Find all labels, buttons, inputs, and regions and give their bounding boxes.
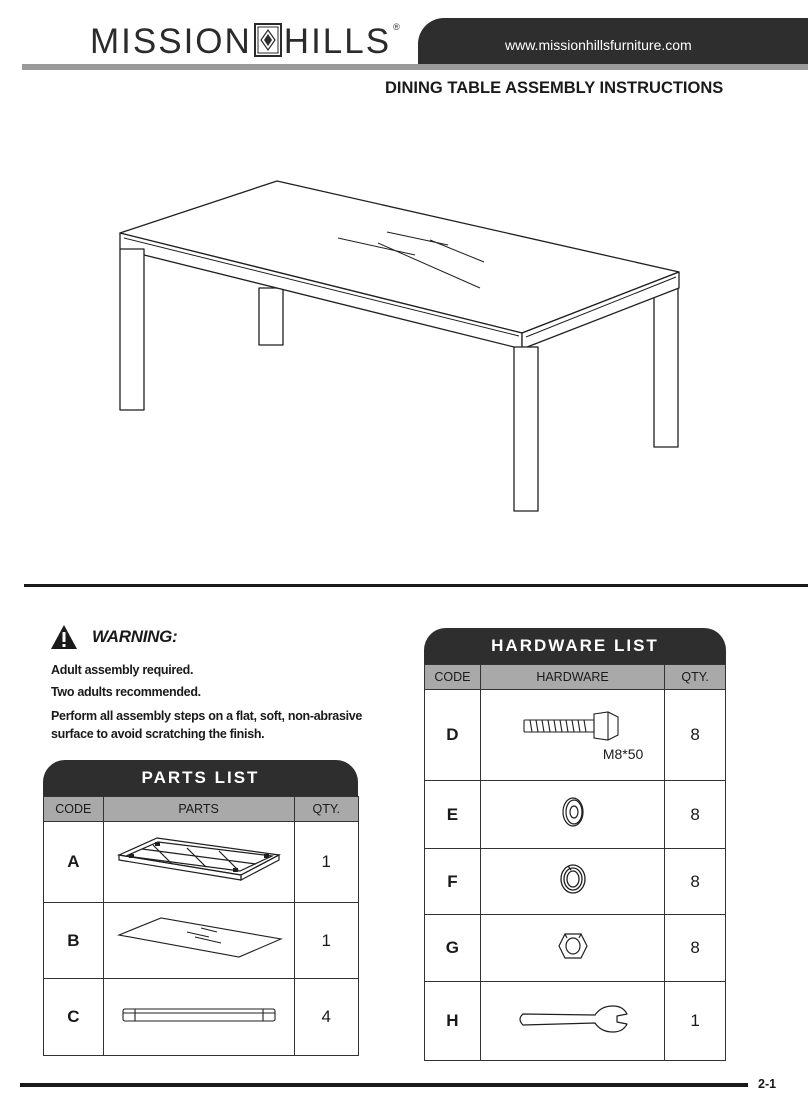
frame-icon	[109, 830, 289, 890]
column-header-code: CODE	[425, 665, 481, 690]
part-qty: 1	[294, 822, 359, 903]
brand-name-left: MISSION	[90, 22, 252, 61]
part-image-cell	[103, 979, 294, 1056]
website-url[interactable]: www.missionhillsfurniture.com	[505, 37, 692, 53]
part-code: C	[44, 979, 104, 1056]
part-code: A	[44, 822, 104, 903]
flat-washer-icon	[558, 795, 588, 829]
part-image-cell	[103, 822, 294, 903]
hardware-qty: 8	[665, 849, 726, 915]
table-row	[425, 690, 726, 781]
registered-mark: ®	[393, 22, 402, 32]
table-row	[44, 822, 359, 903]
column-header-parts: PARTS	[103, 797, 294, 822]
hardware-code: D	[425, 690, 481, 781]
hardware-qty: 8	[665, 915, 726, 982]
page-number: 2-1	[758, 1077, 777, 1091]
hardware-list-table	[424, 664, 726, 1061]
warning-line: surface to avoid scratching the finish.	[51, 727, 265, 741]
parts-list-table	[43, 796, 359, 1056]
table-row	[425, 781, 726, 849]
table-row	[44, 979, 359, 1056]
document-title: DINING TABLE ASSEMBLY INSTRUCTIONS	[385, 79, 724, 97]
hardware-image-cell	[480, 690, 664, 781]
warning-line: Perform all assembly steps on a flat, soft, non-abrasive	[51, 709, 363, 723]
warning-line: Adult assembly required.	[51, 663, 194, 677]
hardware-image-cell	[480, 849, 664, 915]
brand-name-right: HILLS	[283, 22, 392, 61]
parts-list-title: PARTS LIST	[43, 760, 358, 796]
hardware-list-title: HARDWARE LIST	[424, 628, 726, 664]
spring-washer-icon	[557, 862, 589, 896]
warning-icon	[50, 624, 78, 650]
table-row	[425, 915, 726, 982]
leg-icon	[109, 1000, 289, 1030]
bolt-size-label: M8*50	[602, 746, 644, 762]
column-header-qty: QTY.	[665, 665, 726, 690]
hardware-qty: 8	[665, 781, 726, 849]
hardware-image-cell	[480, 982, 664, 1061]
hardware-code: H	[425, 982, 481, 1061]
table-row	[425, 982, 726, 1061]
column-header-hardware: HARDWARE	[480, 665, 664, 690]
warning-title: WARNING:	[92, 627, 178, 646]
table-row	[425, 849, 726, 915]
part-qty: 1	[294, 903, 359, 979]
table-row	[44, 903, 359, 979]
part-image-cell	[103, 903, 294, 979]
column-header-code: CODE	[44, 797, 104, 822]
hardware-code: F	[425, 849, 481, 915]
column-header-qty: QTY.	[294, 797, 359, 822]
hardware-image-cell	[480, 781, 664, 849]
section-divider	[24, 584, 808, 587]
hardware-qty: 1	[665, 982, 726, 1061]
hardware-qty: 8	[665, 690, 726, 781]
hardware-image-cell	[480, 915, 664, 982]
hardware-code: E	[425, 781, 481, 849]
warning-line: Two adults recommended.	[51, 685, 201, 699]
hardware-code: G	[425, 915, 481, 982]
wrench-icon	[513, 1002, 633, 1036]
hex-nut-icon	[556, 930, 590, 962]
footer-divider	[20, 1083, 748, 1087]
bolt-icon	[518, 709, 628, 743]
part-qty: 4	[294, 979, 359, 1056]
part-code: B	[44, 903, 104, 979]
glass-top-icon	[109, 910, 289, 966]
